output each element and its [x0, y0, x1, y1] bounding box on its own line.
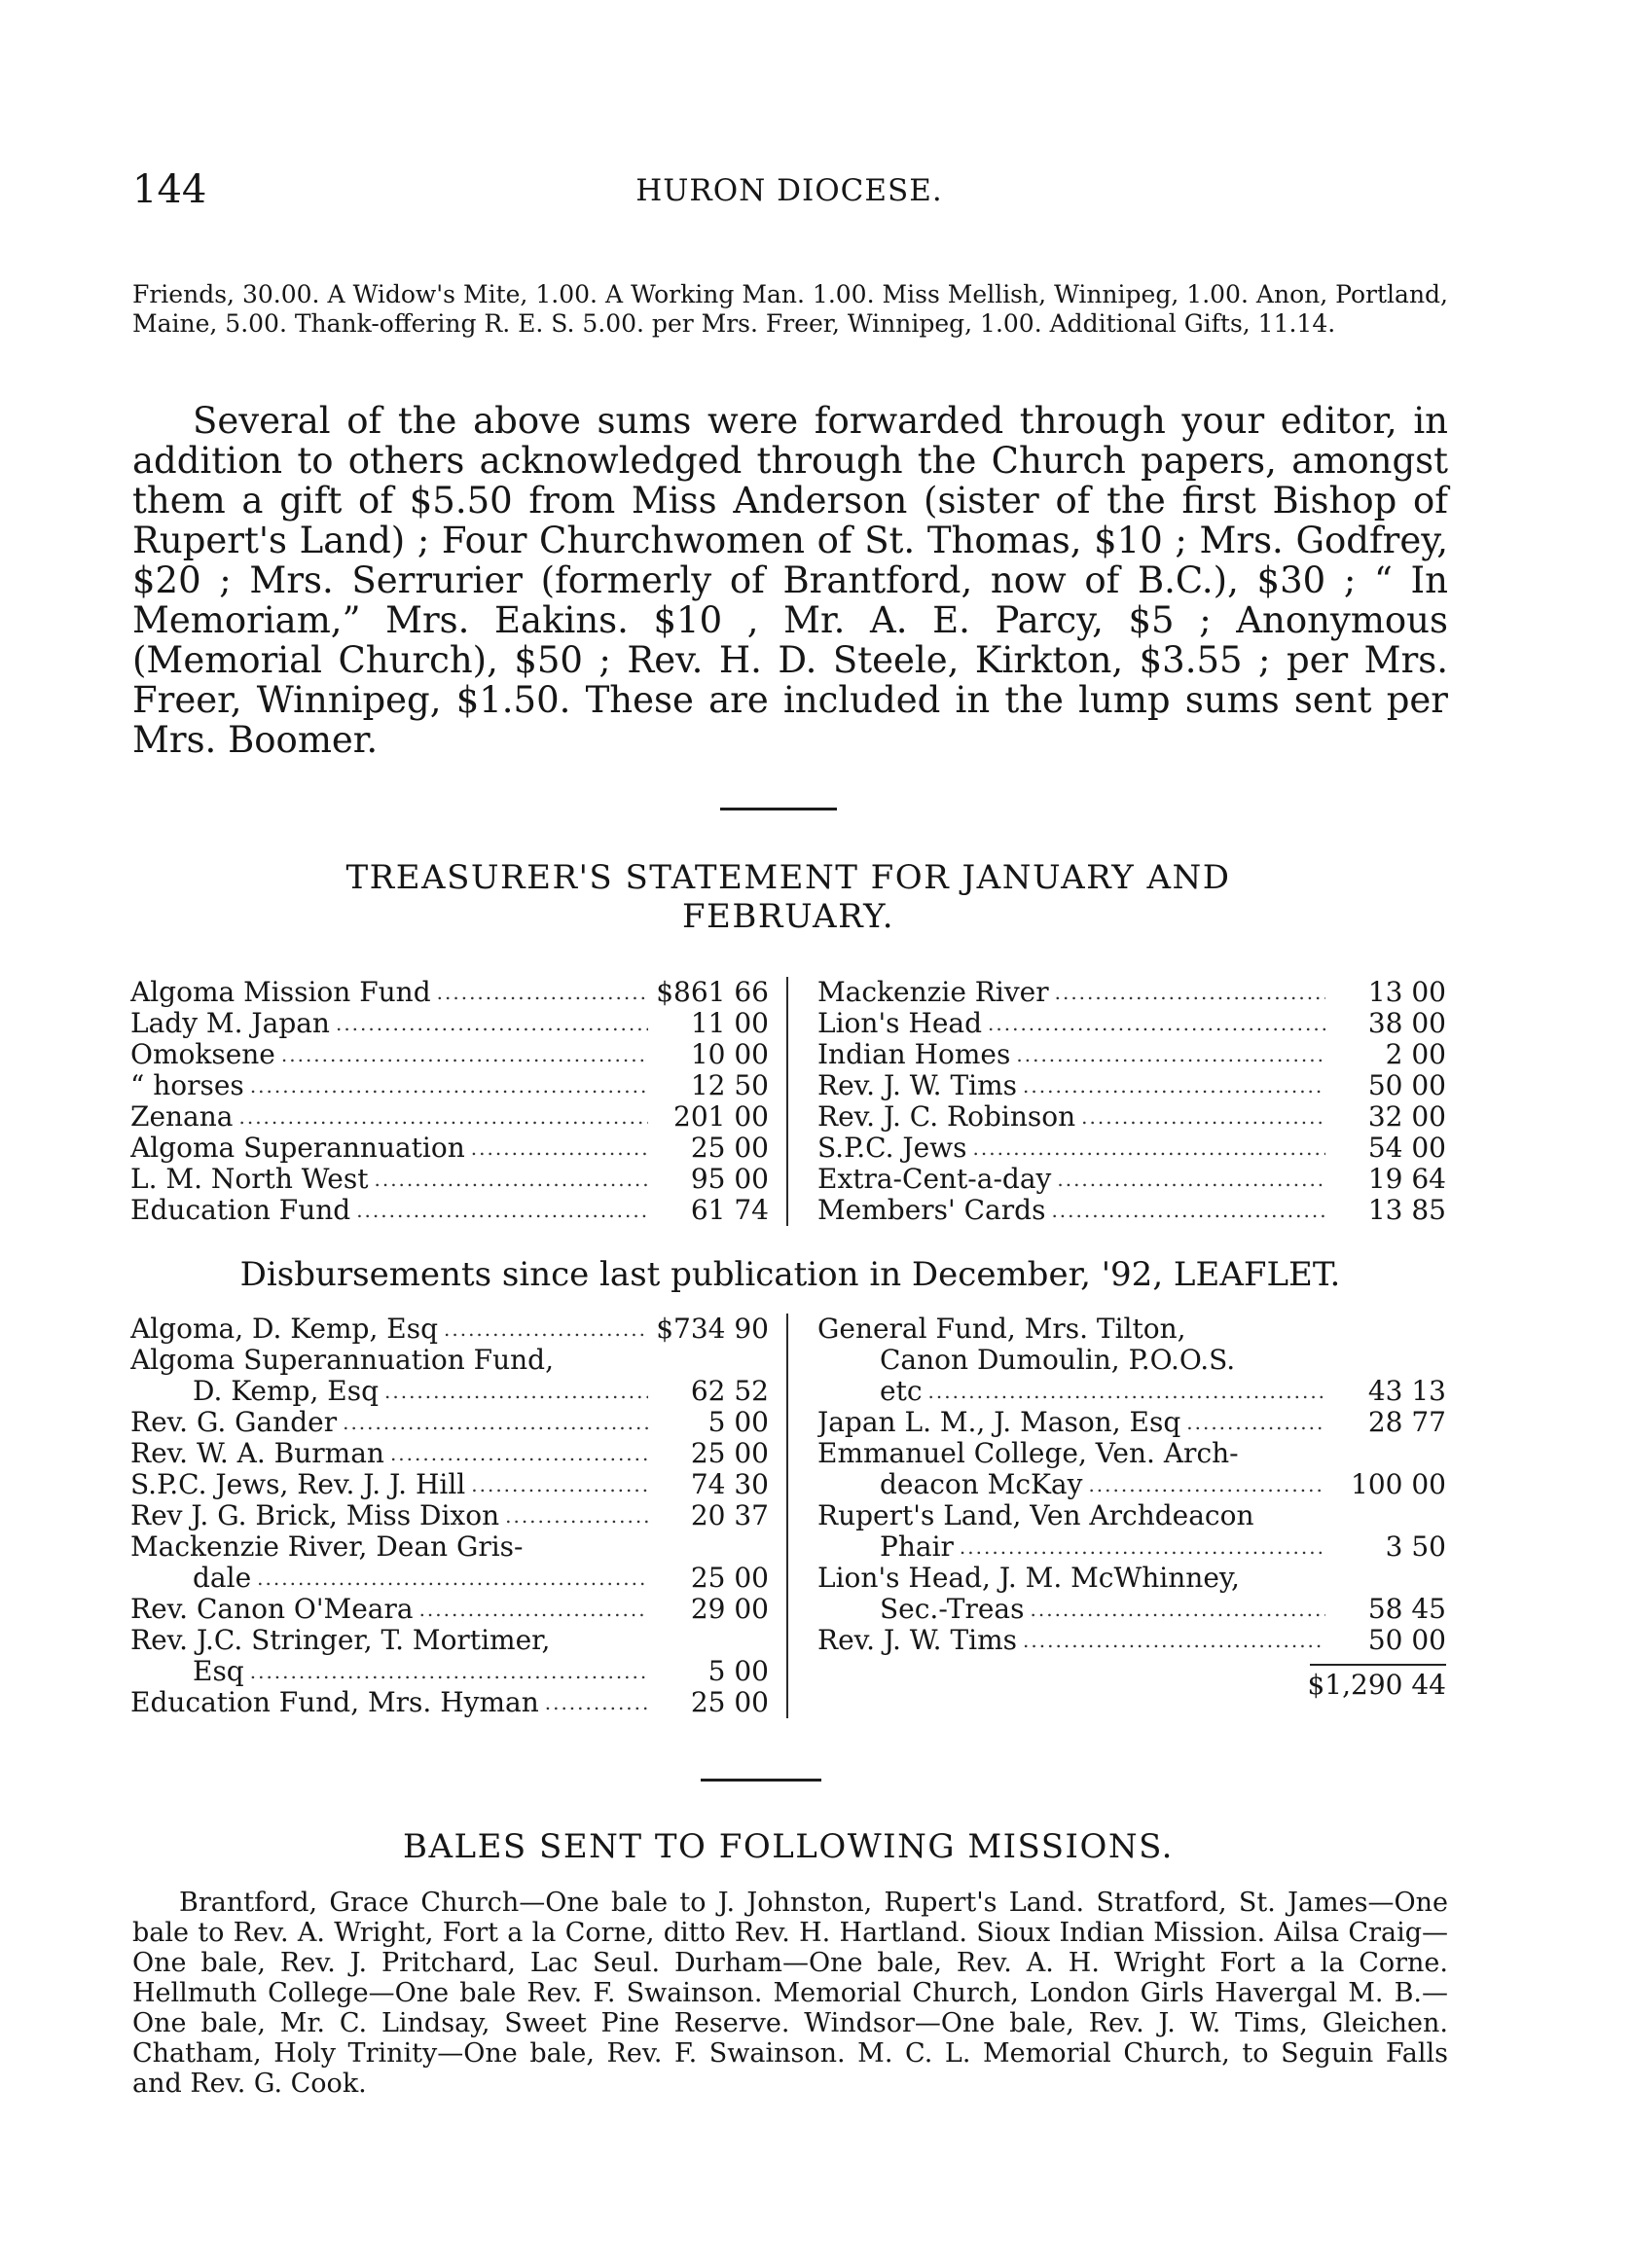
- ledger-row: [130, 1469, 769, 1500]
- ledger-row: [130, 977, 769, 1008]
- ledger-amount: 3 50: [1385, 1531, 1446, 1563]
- ledger-amount: 10 00: [690, 1039, 769, 1070]
- ledger-amount: 5 00: [707, 1407, 769, 1438]
- ledger-label: Algoma Superannuation Fund,: [130, 1345, 554, 1376]
- ledger-row: [817, 1563, 1446, 1594]
- treasurer-title-line1: TREASURER'S STATEMENT FOR JANUARY AND: [345, 858, 1231, 897]
- ledger-row: [130, 1438, 769, 1469]
- section-divider: [701, 1779, 821, 1782]
- leader-dots: [973, 1133, 1325, 1164]
- leader-dots: [1081, 1101, 1325, 1133]
- ledger-label: Canon Dumoulin, P.O.O.S.: [880, 1345, 1236, 1376]
- disbursements-table: [130, 1314, 1448, 1718]
- ledger-amount: 62 52: [690, 1376, 769, 1407]
- ledger-row: [817, 1195, 1446, 1226]
- ledger-row: [817, 1594, 1446, 1625]
- ledger-row: [130, 1625, 769, 1656]
- ledger-label: S.P.C. Jews: [817, 1133, 967, 1164]
- ledger-amount: 25 00: [690, 1438, 769, 1469]
- leader-dots: [238, 1101, 648, 1133]
- leader-dots: [471, 1469, 648, 1500]
- ledger-amount: 25 00: [690, 1687, 769, 1718]
- ledger-amount: 19 64: [1367, 1164, 1446, 1195]
- leader-dots: [1186, 1407, 1325, 1438]
- ledger-label: Extra-Cent-a-day: [817, 1164, 1052, 1195]
- ledger-row: [130, 1407, 769, 1438]
- ledger-amount: 12 50: [690, 1070, 769, 1101]
- leader-dots: [336, 1008, 648, 1039]
- running-title: HURON DIOCESE.: [635, 173, 943, 208]
- ledger-label: Mackenzie River: [817, 977, 1049, 1008]
- ledger-row: [817, 1625, 1446, 1656]
- leader-dots: [384, 1376, 648, 1407]
- gifts-list-text: Friends, 30.00. A Widow's Mite, 1.00. A Working Man. 1.00. Miss Mellish, Winnipeg, 1.00. Anon, Portland, Maine, 5.00. Thank-offering R. E. S. 5.00. per Mrs. Freer, Winnipeg, 1.00. Additional Gifts, 11.14.: [132, 280, 1448, 338]
- disbursements-total-row: [817, 1670, 1446, 1701]
- ledger-row: [817, 1438, 1446, 1469]
- ledger-row: [130, 1345, 769, 1376]
- ledger-label: Rev. W. A. Burman: [130, 1438, 384, 1469]
- ledger-label: Rev. J. C. Robinson: [817, 1101, 1076, 1133]
- ledger-label: Education Fund, Mrs. Hyman: [130, 1687, 539, 1718]
- ledger-amount: 58 45: [1367, 1594, 1446, 1625]
- leader-dots: [343, 1407, 648, 1438]
- leader-dots: [1016, 1039, 1325, 1070]
- ledger-row: [817, 1101, 1446, 1133]
- ledger-amount: 43 13: [1367, 1376, 1446, 1407]
- ledger-amount: 74 30: [690, 1469, 769, 1500]
- ledger-row: [130, 1164, 769, 1195]
- ledger-label: Education Fund: [130, 1195, 351, 1226]
- ledger-label: Lion's Head: [817, 1008, 983, 1039]
- ledger-amount: 32 00: [1367, 1101, 1446, 1133]
- ledger-row: [817, 1070, 1446, 1101]
- ledger-row: [817, 1008, 1446, 1039]
- treasurer-statement-table: [130, 977, 1448, 1226]
- bales-paragraph: [132, 1888, 1448, 2099]
- ledger-label: Lion's Head, J. M. McWhinney,: [817, 1563, 1240, 1594]
- ledger-amount: 20 37: [690, 1500, 769, 1531]
- leader-dots: [281, 1039, 648, 1070]
- ledger-row: [817, 977, 1446, 1008]
- ledger-label: Algoma Superannuation: [130, 1133, 465, 1164]
- ledger-row: [817, 1345, 1446, 1376]
- leader-dots: [545, 1687, 648, 1718]
- leader-dots: [444, 1314, 648, 1345]
- leader-dots: [988, 1008, 1325, 1039]
- ledger-row: [817, 1500, 1446, 1531]
- ledger-row: [817, 1164, 1446, 1195]
- ledger-label: Rupert's Land, Ven Archdeacon: [817, 1500, 1254, 1531]
- leader-dots: [1088, 1469, 1325, 1500]
- ledger-row: [817, 1376, 1446, 1407]
- ledger-row: [817, 1314, 1446, 1345]
- leader-dots: [250, 1656, 648, 1687]
- disbursements-title: Disbursements since last publication in December, '92, LEAFLET.: [239, 1255, 1341, 1294]
- ledger-row: [130, 1656, 769, 1687]
- ledger-row: [130, 1594, 769, 1625]
- leader-dots: [374, 1164, 648, 1195]
- ledger-label: Omoksene: [130, 1039, 275, 1070]
- treasurer-title-line2: FEBRUARY.: [681, 897, 895, 936]
- ledger-label: Algoma Mission Fund: [130, 977, 431, 1008]
- page-header: [132, 167, 1446, 216]
- ledger-label: Algoma, D. Kemp, Esq: [130, 1314, 438, 1345]
- ledger-row: [817, 1407, 1446, 1438]
- section-divider: [720, 808, 837, 810]
- ledger-row: [130, 1314, 769, 1345]
- ledger-label: Members' Cards: [817, 1195, 1046, 1226]
- ledger-amount: 100 00: [1351, 1469, 1446, 1500]
- ledger-label: Rev. J.C. Stringer, T. Mortimer,: [130, 1625, 551, 1656]
- ledger-row: [817, 1039, 1446, 1070]
- ledger-label: “ horses: [130, 1070, 244, 1101]
- ledger-row: [817, 1531, 1446, 1563]
- ledger-label: Rev. J. W. Tims: [817, 1070, 1018, 1101]
- ledger-label: D. Kemp, Esq: [193, 1376, 379, 1407]
- ledger-amount: 61 74: [690, 1195, 769, 1226]
- bales-text: Brantford, Grace Church—One bale to J. Johnston, Rupert's Land. Stratford, St. James—One bale to Rev. A. Wright, Fort a la Corne, ditto Rev. H. Hartland. Sioux Indian Mission. Ailsa Craig—One bale, Rev. J. Pritchard, Lac Seul. Durham—One bale, Rev. A. H. Wright Fort a la Corne. Hellmuth College—One bale Rev. F. Swainson. Memorial Church, London Girls Havergal M. B.—One bale, Mr. C. Lindsay, Sweet Pine Reserve. Windsor—One bale, Rev. J. W. Tims, Gleichen. Chatham, Holy Trinity—One bale, Rev. F. Swainson. M. C. L. Memorial Church, to Seguin Falls and Rev. G. Cook.: [132, 1888, 1448, 2099]
- ledger-row: [130, 1687, 769, 1718]
- ledger-amount: 54 00: [1367, 1133, 1446, 1164]
- ledger-row: [130, 1008, 769, 1039]
- ledger-amount: 5 00: [707, 1656, 769, 1687]
- leader-dots: [257, 1563, 648, 1594]
- receipts-left-column: [130, 977, 788, 1226]
- ledger-amount: 13 85: [1367, 1195, 1446, 1226]
- ledger-label: Rev. Canon O'Meara: [130, 1594, 414, 1625]
- ledger-amount: 29 00: [690, 1594, 769, 1625]
- leader-dots: [505, 1500, 648, 1531]
- leader-dots: [1051, 1195, 1325, 1226]
- leader-dots: [1023, 1625, 1325, 1656]
- leader-dots: [1057, 1164, 1325, 1195]
- ledger-row: [817, 1133, 1446, 1164]
- ledger-row: [130, 1563, 769, 1594]
- ledger-amount: 28 77: [1367, 1407, 1446, 1438]
- leader-dots: [1023, 1070, 1325, 1101]
- ledger-label: General Fund, Mrs. Tilton,: [817, 1314, 1186, 1345]
- leader-dots: [471, 1133, 648, 1164]
- ledger-label: Indian Homes: [817, 1039, 1011, 1070]
- leader-dots: [419, 1594, 648, 1625]
- leader-dots: [390, 1438, 648, 1469]
- ledger-amount: 50 00: [1367, 1070, 1446, 1101]
- ledger-label: Zenana: [130, 1101, 234, 1133]
- editor-note-paragraph: [132, 401, 1448, 760]
- ledger-label: dale: [193, 1563, 252, 1594]
- ledger-row: [130, 1195, 769, 1226]
- ledger-label: L. M. North West: [130, 1164, 369, 1195]
- leader-dots: [1031, 1594, 1326, 1625]
- disbursements-left-column: [130, 1314, 788, 1718]
- ledger-label: S.P.C. Jews, Rev. J. J. Hill: [130, 1469, 466, 1500]
- ledger-label: Emmanuel College, Ven. Arch-: [817, 1438, 1239, 1469]
- ledger-row: [130, 1101, 769, 1133]
- ledger-label: deacon McKay: [880, 1469, 1083, 1500]
- ledger-amount: 38 00: [1367, 1008, 1446, 1039]
- ledger-label: Lady M. Japan: [130, 1008, 330, 1039]
- ledger-label: Rev. J. W. Tims: [817, 1625, 1018, 1656]
- disbursements-right-column: [788, 1314, 1446, 1718]
- ledger-row: [130, 1376, 769, 1407]
- ledger-label: Esq: [193, 1656, 244, 1687]
- ledger-amount: 201 00: [673, 1101, 769, 1133]
- ledger-row: [130, 1070, 769, 1101]
- ledger-label: Japan L. M., J. Mason, Esq: [817, 1407, 1181, 1438]
- ledger-row: [817, 1469, 1446, 1500]
- disbursements-total: $1,290 44: [1307, 1670, 1446, 1701]
- ledger-row: [130, 1133, 769, 1164]
- ledger-row: [130, 1500, 769, 1531]
- ledger-amount: 25 00: [690, 1133, 769, 1164]
- page-number: 144: [132, 167, 207, 212]
- ledger-amount: $861 66: [656, 977, 769, 1008]
- total-rule: [1310, 1664, 1446, 1666]
- ledger-label: Rev. G. Gander: [130, 1407, 338, 1438]
- leader-dots: [437, 977, 648, 1008]
- ledger-label: Sec.-Treas: [880, 1594, 1025, 1625]
- ledger-amount: 50 00: [1367, 1625, 1446, 1656]
- leader-dots: [960, 1531, 1325, 1563]
- gifts-list-paragraph: [132, 280, 1448, 339]
- receipts-right-column: [788, 977, 1446, 1226]
- ledger-amount: $734 90: [656, 1314, 769, 1345]
- ledger-amount: 2 00: [1385, 1039, 1446, 1070]
- ledger-row: [130, 1039, 769, 1070]
- editor-note-text: Several of the above sums were forwarded through your editor, in addition to others acknowledged through the Church papers, amongst them a gift of $5.50 from Miss Anderson (sister of the first Bishop of Rupert's Land) ; Four Churchwomen of St. Thomas, $10 ; Mrs. Godfrey, $20 ; Mrs. Serrurier (formerly of Brantford, now of B.C.), $30 ; “ In Memoriam,” Mrs. Eakins. $10 , Mr. A. E. Parcy, $5 ; Anonymous (Memorial Church), $50 ; Rev. H. D. Steele, Kirkton, $3.55 ; per Mrs. Freer, Winnipeg, $1.50. These are included in the lump sums sent per Mrs. Boomer.: [132, 400, 1448, 761]
- ledger-amount: 11 00: [690, 1008, 769, 1039]
- leader-dots: [250, 1070, 648, 1101]
- ledger-label: Phair: [880, 1531, 954, 1563]
- leader-dots: [928, 1376, 1325, 1407]
- leader-dots: [356, 1195, 648, 1226]
- ledger-label: etc: [880, 1376, 923, 1407]
- treasurer-statement-title: [156, 858, 1421, 936]
- ledger-label: Mackenzie River, Dean Gris-: [130, 1531, 524, 1563]
- ledger-amount: 95 00: [690, 1164, 769, 1195]
- ledger-amount: 13 00: [1367, 977, 1446, 1008]
- leader-dots: [1055, 977, 1325, 1008]
- ledger-label: Rev J. G. Brick, Miss Dixon: [130, 1500, 500, 1531]
- bales-title: BALES SENT TO FOLLOWING MISSIONS.: [402, 1827, 1174, 1866]
- ledger-row: [130, 1531, 769, 1563]
- ledger-amount: 25 00: [690, 1563, 769, 1594]
